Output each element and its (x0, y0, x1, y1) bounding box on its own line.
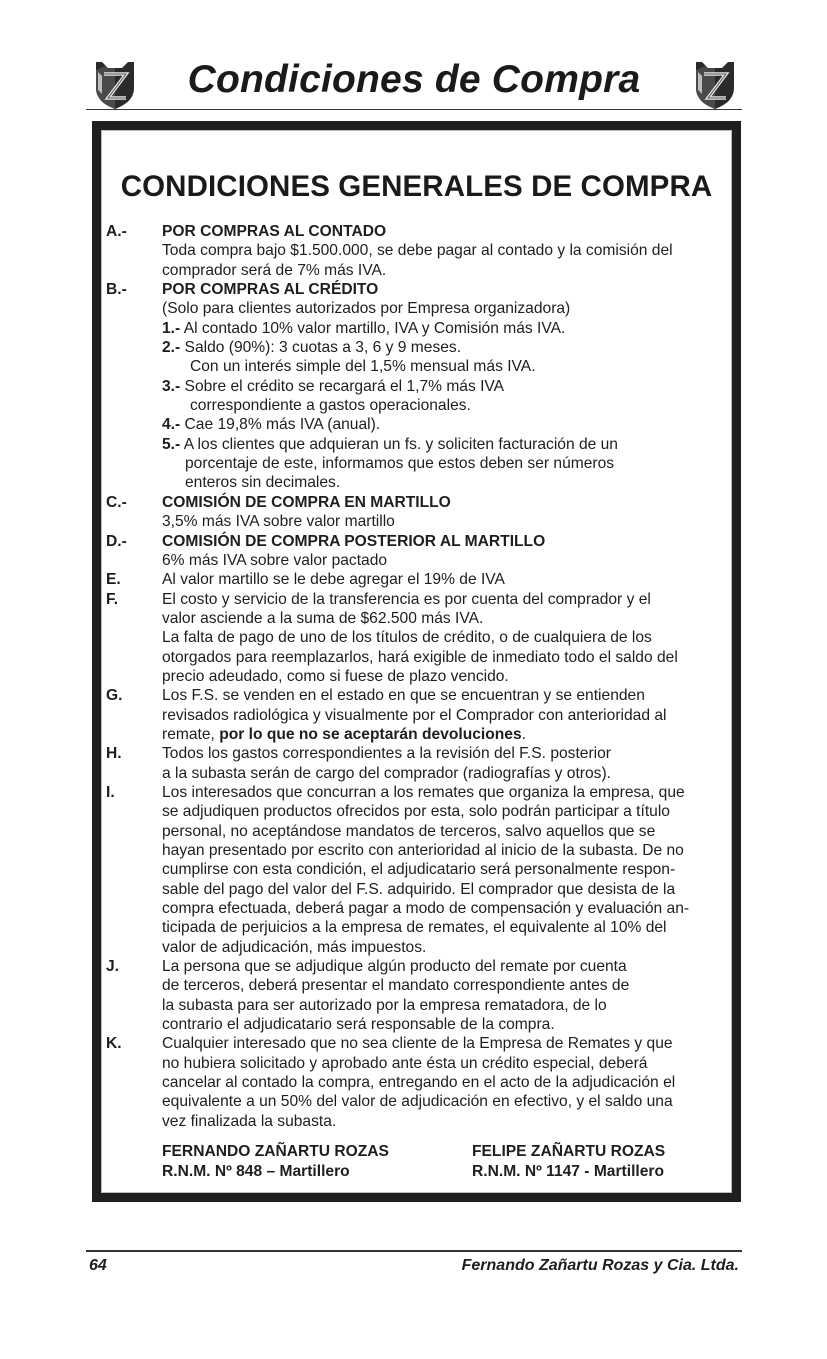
section-k (106, 1034, 731, 1131)
item-text: Al contado 10% valor martillo, IVA y Comisión más IVA. (183, 319, 566, 337)
section-text-line: valor asciende a la suma de $62.500 más IVA. (162, 609, 484, 627)
item-text: Sobre el crédito se recargará el 1,7% más IVA (184, 377, 505, 395)
header-divider (86, 109, 742, 111)
section-text-line: revisados radiológica y visualmente por el Comprador con anterioridad al (162, 706, 667, 724)
section-text-line: ticipada de perjuicios a la empresa de remates, el equivalente al 10% del (162, 919, 667, 937)
section-label: A.- (106, 223, 127, 240)
item-text-continuation: enteros sin decimales. (185, 474, 341, 492)
section-text-line (162, 725, 731, 744)
item-text-continuation: Con un interés simple del 1,5% mensual más IVA. (190, 358, 536, 376)
item-text-continuation: correspondiente a gastos operacionales. (190, 397, 471, 415)
item-text-continuation: porcentaje de este, informamos que estos deben ser números (185, 455, 615, 473)
section-c (106, 493, 731, 532)
section-text-line: valor de adjudicación, más impuestos. (162, 938, 427, 956)
section-label: C.- (106, 493, 127, 511)
section-text-line: precio adeudado, como si fuese de plazo vencido. (162, 667, 509, 685)
signature-block (472, 1142, 665, 1182)
section-heading: COMISIÓN DE COMPRA EN MARTILLO (162, 493, 451, 511)
section-text-line: 3,5% más IVA sobre valor martillo (162, 513, 395, 531)
section-text-line: de terceros, deberá presentar el mandato correspondiente antes de (162, 977, 630, 995)
signature-block (162, 1142, 389, 1182)
item-text: A los clientes que adquieran un fs. y soliciten facturación de un (183, 435, 618, 453)
section-text-line: Toda compra bajo $1.500.000, se debe pagar al contado y la comisión del (162, 242, 673, 260)
section-e (106, 570, 731, 589)
section-label: G. (106, 687, 123, 705)
section-a (106, 222, 731, 280)
section-d (106, 532, 731, 571)
item-number: 1.- (162, 319, 181, 337)
section-text-line: vez finalizada la subasta. (162, 1112, 337, 1130)
section-label: K. (106, 1035, 122, 1053)
section-text-line: no hubiera solicitado y aprobado ante ésta un crédito especial, deberá (162, 1054, 648, 1072)
section-text-line: cumplirse con esta condición, el adjudicatario será personalmente respon- (162, 861, 676, 879)
section-text-line: contrario el adjudicatario será responsable de la compra. (162, 1016, 555, 1034)
signatory-name: FERNANDO ZAÑARTU ROZAS (162, 1143, 389, 1160)
document-title: CONDICIONES GENERALES DE COMPRA (120, 170, 713, 203)
section-text-line: sable del pago del valor del F.S. adquirido. El comprador que desista de la (162, 880, 676, 898)
section-text-line: Cualquier interesado que no sea cliente de la Empresa de Remates y que (162, 1035, 673, 1053)
section-h (106, 744, 731, 783)
shield-z-logo-icon (690, 58, 740, 110)
footer-company-name: Fernando Zañartu Rozas y Cia. Ltda. (461, 1257, 739, 1274)
credit-item-4 (162, 415, 731, 434)
section-text-line: Los interesados que concurran a los remates que organiza la empresa, que (162, 783, 685, 801)
section-text-line: se adjudiquen productos ofrecidos por esta, solo podrán participar a título (162, 803, 670, 821)
conditions-body (106, 222, 731, 1131)
section-text-line: a la subasta serán de cargo del comprador (radiografías y otros). (162, 764, 611, 782)
section-text-line: personal, no aceptándose mandatos de terceros, salvo aquellos que se (162, 822, 656, 840)
credit-item-3 (162, 377, 731, 396)
section-label: H. (106, 745, 122, 763)
section-text-line: Al valor martillo se le debe agregar el 19% de IVA (162, 571, 505, 589)
section-label: E. (106, 571, 121, 589)
section-intro: (Solo para clientes autorizados por Empresa organizadora) (162, 300, 571, 318)
section-text-line: comprador será de 7% más IVA. (162, 261, 387, 279)
section-text-line: La persona que se adjudique algún producto del remate por cuenta (162, 958, 627, 976)
signatory-role: R.N.M. Nº 1147 - Martillero (472, 1163, 665, 1180)
section-i (106, 783, 731, 957)
item-number: 3.- (162, 377, 181, 395)
item-text: Cae 19,8% más IVA (anual). (184, 416, 381, 434)
signatory-role: R.N.M. Nº 848 – Martillero (162, 1163, 350, 1180)
item-number: 4.- (162, 416, 181, 434)
section-text-line: compra efectuada, deberá pagar a modo de compensación y evaluación an- (162, 900, 690, 918)
section-text-line: cancelar al contado la compra, entregando en el acto de la adjudicación el (162, 1074, 676, 1092)
section-f (106, 590, 731, 687)
text-suffix: . (521, 725, 526, 743)
section-g (106, 686, 731, 744)
section-text-line: 6% más IVA sobre valor pactado (162, 551, 388, 569)
credit-item-2 (162, 338, 731, 357)
section-label: B.- (106, 281, 127, 299)
section-heading: POR COMPRAS AL CRÉDITO (162, 281, 379, 299)
item-text: Saldo (90%): 3 cuotas a 3, 6 y 9 meses. (184, 339, 462, 357)
section-label: D.- (106, 532, 127, 550)
credit-item-5 (162, 435, 731, 454)
section-b (106, 280, 731, 493)
section-label: F. (106, 590, 119, 608)
section-text-line: hayan presentado por escrito con anterioridad al inicio de la subasta. De no (162, 842, 684, 859)
section-text-line: equivalente a un 50% del valor de adjudicación en efectivo, y el saldo una (162, 1093, 673, 1111)
section-heading: COMISIÓN DE COMPRA POSTERIOR AL MARTILLO (162, 532, 546, 550)
section-heading: POR COMPRAS AL CONTADO (162, 223, 387, 240)
section-label: J. (106, 958, 120, 976)
item-number: 2.- (162, 339, 181, 357)
section-text-line: la subasta para ser autorizado por la empresa rematadora, de lo (162, 996, 607, 1014)
section-text-line: Todos los gastos correspondientes a la revisión del F.S. posterior (162, 745, 611, 763)
section-label: I. (106, 783, 115, 801)
text-prefix: remate, (162, 725, 220, 743)
no-returns-emphasis: por lo que no se aceptarán devoluciones (219, 725, 522, 743)
section-text-line: El costo y servicio de la transferencia es por cuenta del comprador y el (162, 590, 651, 608)
footer-divider (86, 1250, 742, 1252)
section-text-line: Los F.S. se venden en el estado en que se encuentran y se entienden (162, 687, 645, 705)
page-header (86, 56, 742, 110)
section-text-line: La falta de pago de uno de los títulos de crédito, o de cualquiera de los (162, 629, 652, 647)
conditions-frame (92, 121, 741, 1202)
page-header-title: Condiciones de Compra (187, 58, 641, 101)
signatory-name: FELIPE ZAÑARTU ROZAS (472, 1143, 666, 1160)
credit-item-1 (162, 319, 731, 338)
section-text-line: otorgados para reemplazarlos, hará exigible de inmediato todo el saldo del (162, 648, 678, 666)
section-j (106, 957, 731, 1034)
page-footer (86, 1250, 742, 1280)
page-number: 64 (89, 1257, 107, 1274)
item-number: 5.- (162, 435, 181, 453)
